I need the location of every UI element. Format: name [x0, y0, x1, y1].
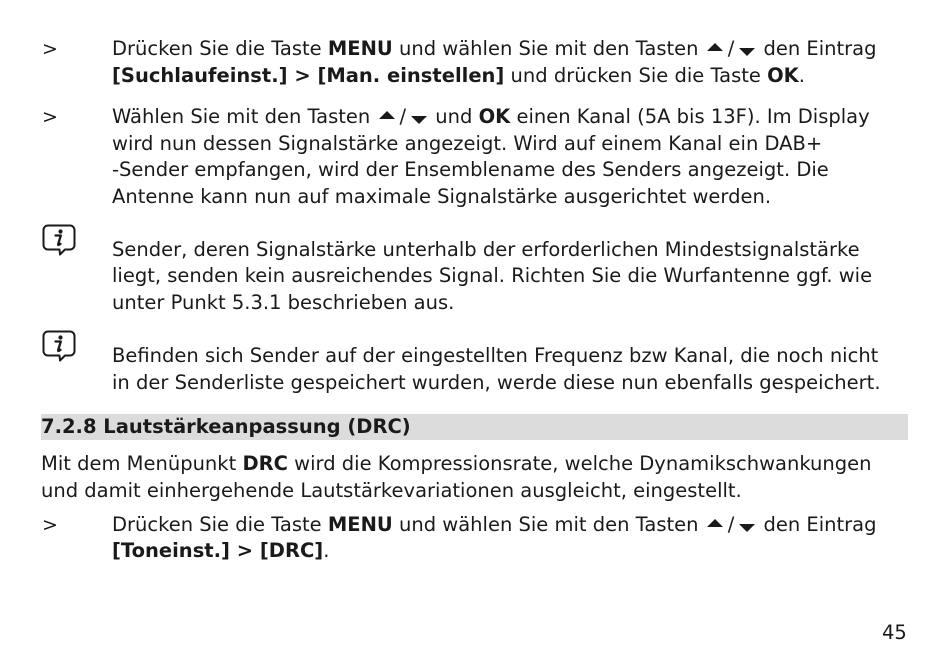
note-2-line-2: in der Senderliste gespeichert wurden, werde diese nun ebenfalls gespeichert. [112, 371, 881, 394]
paragraph-line-2: und damit einhergehende Lautstärkevariationen ausgleicht, eingestellt. [41, 479, 742, 502]
note-1-line-3: unter Punkt 5.3.1 beschrieben aus. [112, 291, 455, 314]
note-1-line-2: liegt, senden kein ausreichendes Signal. Richten Sie die Wurfantenne ggf. wie [112, 264, 873, 287]
key-ok: OK [767, 64, 799, 87]
step-marker: > [42, 38, 58, 60]
section-heading-text: 7.2.8 Lautstärkeanpassung (DRC) [41, 415, 411, 438]
step-marker: > [42, 514, 58, 536]
paragraph-line-1: Mit dem Menüpunkt DRC wird die Kompressionsrate, welche Dynamikschwankungen [41, 452, 872, 475]
step-marker: > [42, 106, 58, 128]
note-1-line-1: Sender, deren Signalstärke unterhalb der erforderlichen Mindestsignalstärke [112, 238, 860, 261]
menu-item-drc: DRC [242, 452, 288, 475]
step-2-line-1: Wählen Sie mit den Tasten / und OK einen Kanal (5A bis 13F). Im Display [112, 105, 870, 128]
arrow-up-icon [707, 519, 723, 527]
info-icon [42, 224, 76, 256]
arrow-up-icon [379, 111, 395, 119]
step-3-line-1: Drücken Sie die Taste MENU und wählen Sie mit den Tasten / den Eintrag [112, 513, 877, 536]
step-3-line-2: [Toneinst.] > [DRC]. [112, 539, 330, 562]
key-menu: MENU [327, 513, 393, 536]
note-2-line-1: Befinden sich Sender auf der eingestellten Frequenz bzw Kanal, die noch nicht [112, 344, 879, 367]
step-2-line-3: -Sender empfangen, wird der Ensemblename des Senders angezeigt. Die [112, 158, 829, 181]
arrow-down-icon [411, 116, 427, 124]
arrow-up-icon [707, 43, 723, 51]
step-1-line-1: Drücken Sie die Taste MENU und wählen Sie mit den Tasten / den Eintrag [112, 37, 877, 60]
key-menu: MENU [327, 37, 393, 60]
section-heading [41, 414, 908, 440]
menu-path: [Toneinst.] > [DRC] [112, 539, 324, 562]
page-number: 45 [882, 621, 907, 644]
arrow-down-icon [739, 524, 755, 532]
arrow-down-icon [739, 48, 755, 56]
step-2-line-4: Antenne kann nun auf maximale Signalstärke ausgerichtet werden. [112, 185, 772, 208]
menu-path: [Suchlaufeinst.] > [Man. einstellen] [112, 64, 505, 87]
step-1-line-2: [Suchlaufeinst.] > [Man. einstellen] und drücken Sie die Taste OK. [112, 64, 805, 87]
step-2-line-2: wird nun dessen Signalstärke angezeigt. Wird auf einem Kanal ein DAB+ [112, 132, 823, 155]
info-icon [42, 330, 76, 362]
key-ok: OK [478, 105, 511, 128]
